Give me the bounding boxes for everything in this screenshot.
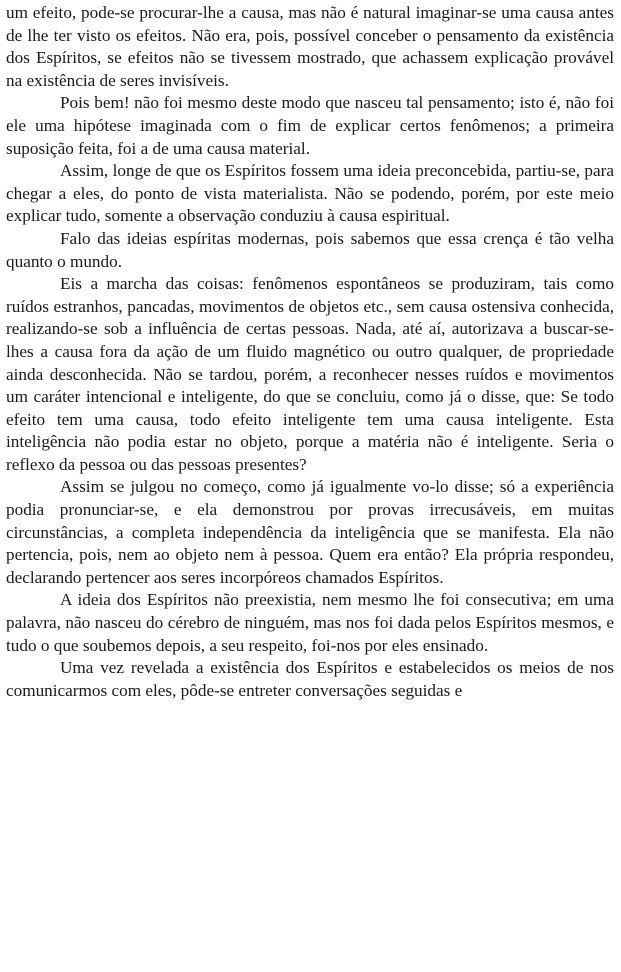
page-body [6,2,614,702]
paragraph: A ideia dos Espíritos não preexistia, nem mesmo lhe foi consecutiva; em uma palavra, não nasceu do cérebro de ninguém, mas nos foi dada pelos Espíritos mesmos, e tudo o que soubemos depois, a seu respeito, foi-nos por eles ensinado. [6,590,614,655]
paragraph: Falo das ideias espíritas modernas, pois sabemos que essa crença é tão velha quanto o mundo. [6,228,614,271]
paragraph: Eis a marcha das coisas: fenômenos espontâneos se produziram, tais como ruídos estranhos, pancadas, movimentos de objetos etc., sem causa ostensiva conhecida, realizando-se sob a influência de certas pessoas. Nada, até aí, autorizava a buscar-se-lhes a causa fora da ação de um fluido magnético ou outro qualquer, de propriedade ainda desconhecida. Não se tardou, porém, a reconhecer nesses ruídos e movimentos um caráter intencional e inteligente, do que se concluiu, como já o disse, que: Se todo efeito tem uma causa, todo efeito inteligente tem uma causa inteligente. Esta inteligência não podia estar no objeto, porque a matéria não é inteligente. Seria o reflexo da pessoa ou das pessoas presentes? [6,274,614,474]
paragraph: um efeito, pode-se procurar-lhe a causa, mas não é natural imaginar-se uma causa antes de lhe ter visto os efeitos. Não era, pois, possível conceber o pensamento da existência dos Espíritos, se efeitos não se tivessem mostrado, que achassem explicação provável na existência de seres invisíveis. [6,3,614,90]
paragraph: Pois bem! não foi mesmo deste modo que nasceu tal pensamento; isto é, não foi ele uma hipótese imaginada com o fim de explicar certos fenômenos; a primeira suposição feita, foi a de uma causa material. [6,93,614,158]
paragraph: Assim se julgou no começo, como já igualmente vo-lo disse; só a experiência podia pronunciar-se, e ela demonstrou por provas irrecusáveis, em muitas circunstâncias, a completa independência da inteligência que se manifesta. Ela não pertencia, pois, nem ao objeto nem à pessoa. Quem era então? Ela própria respondeu, declarando pertencer aos seres incorpóreos chamados Espíritos. [6,477,614,587]
paragraph: Assim, longe de que os Espíritos fossem uma ideia preconcebida, partiu-se, para chegar a eles, do ponto de vista materialista. Não se podendo, porém, por este meio explicar tudo, somente a observação conduziu à causa espiritual. [6,161,614,226]
paragraph: Uma vez revelada a existência dos Espíritos e estabelecidos os meios de nos comunicarmos com eles, pôde-se entreter conversações seguidas e [6,658,614,700]
